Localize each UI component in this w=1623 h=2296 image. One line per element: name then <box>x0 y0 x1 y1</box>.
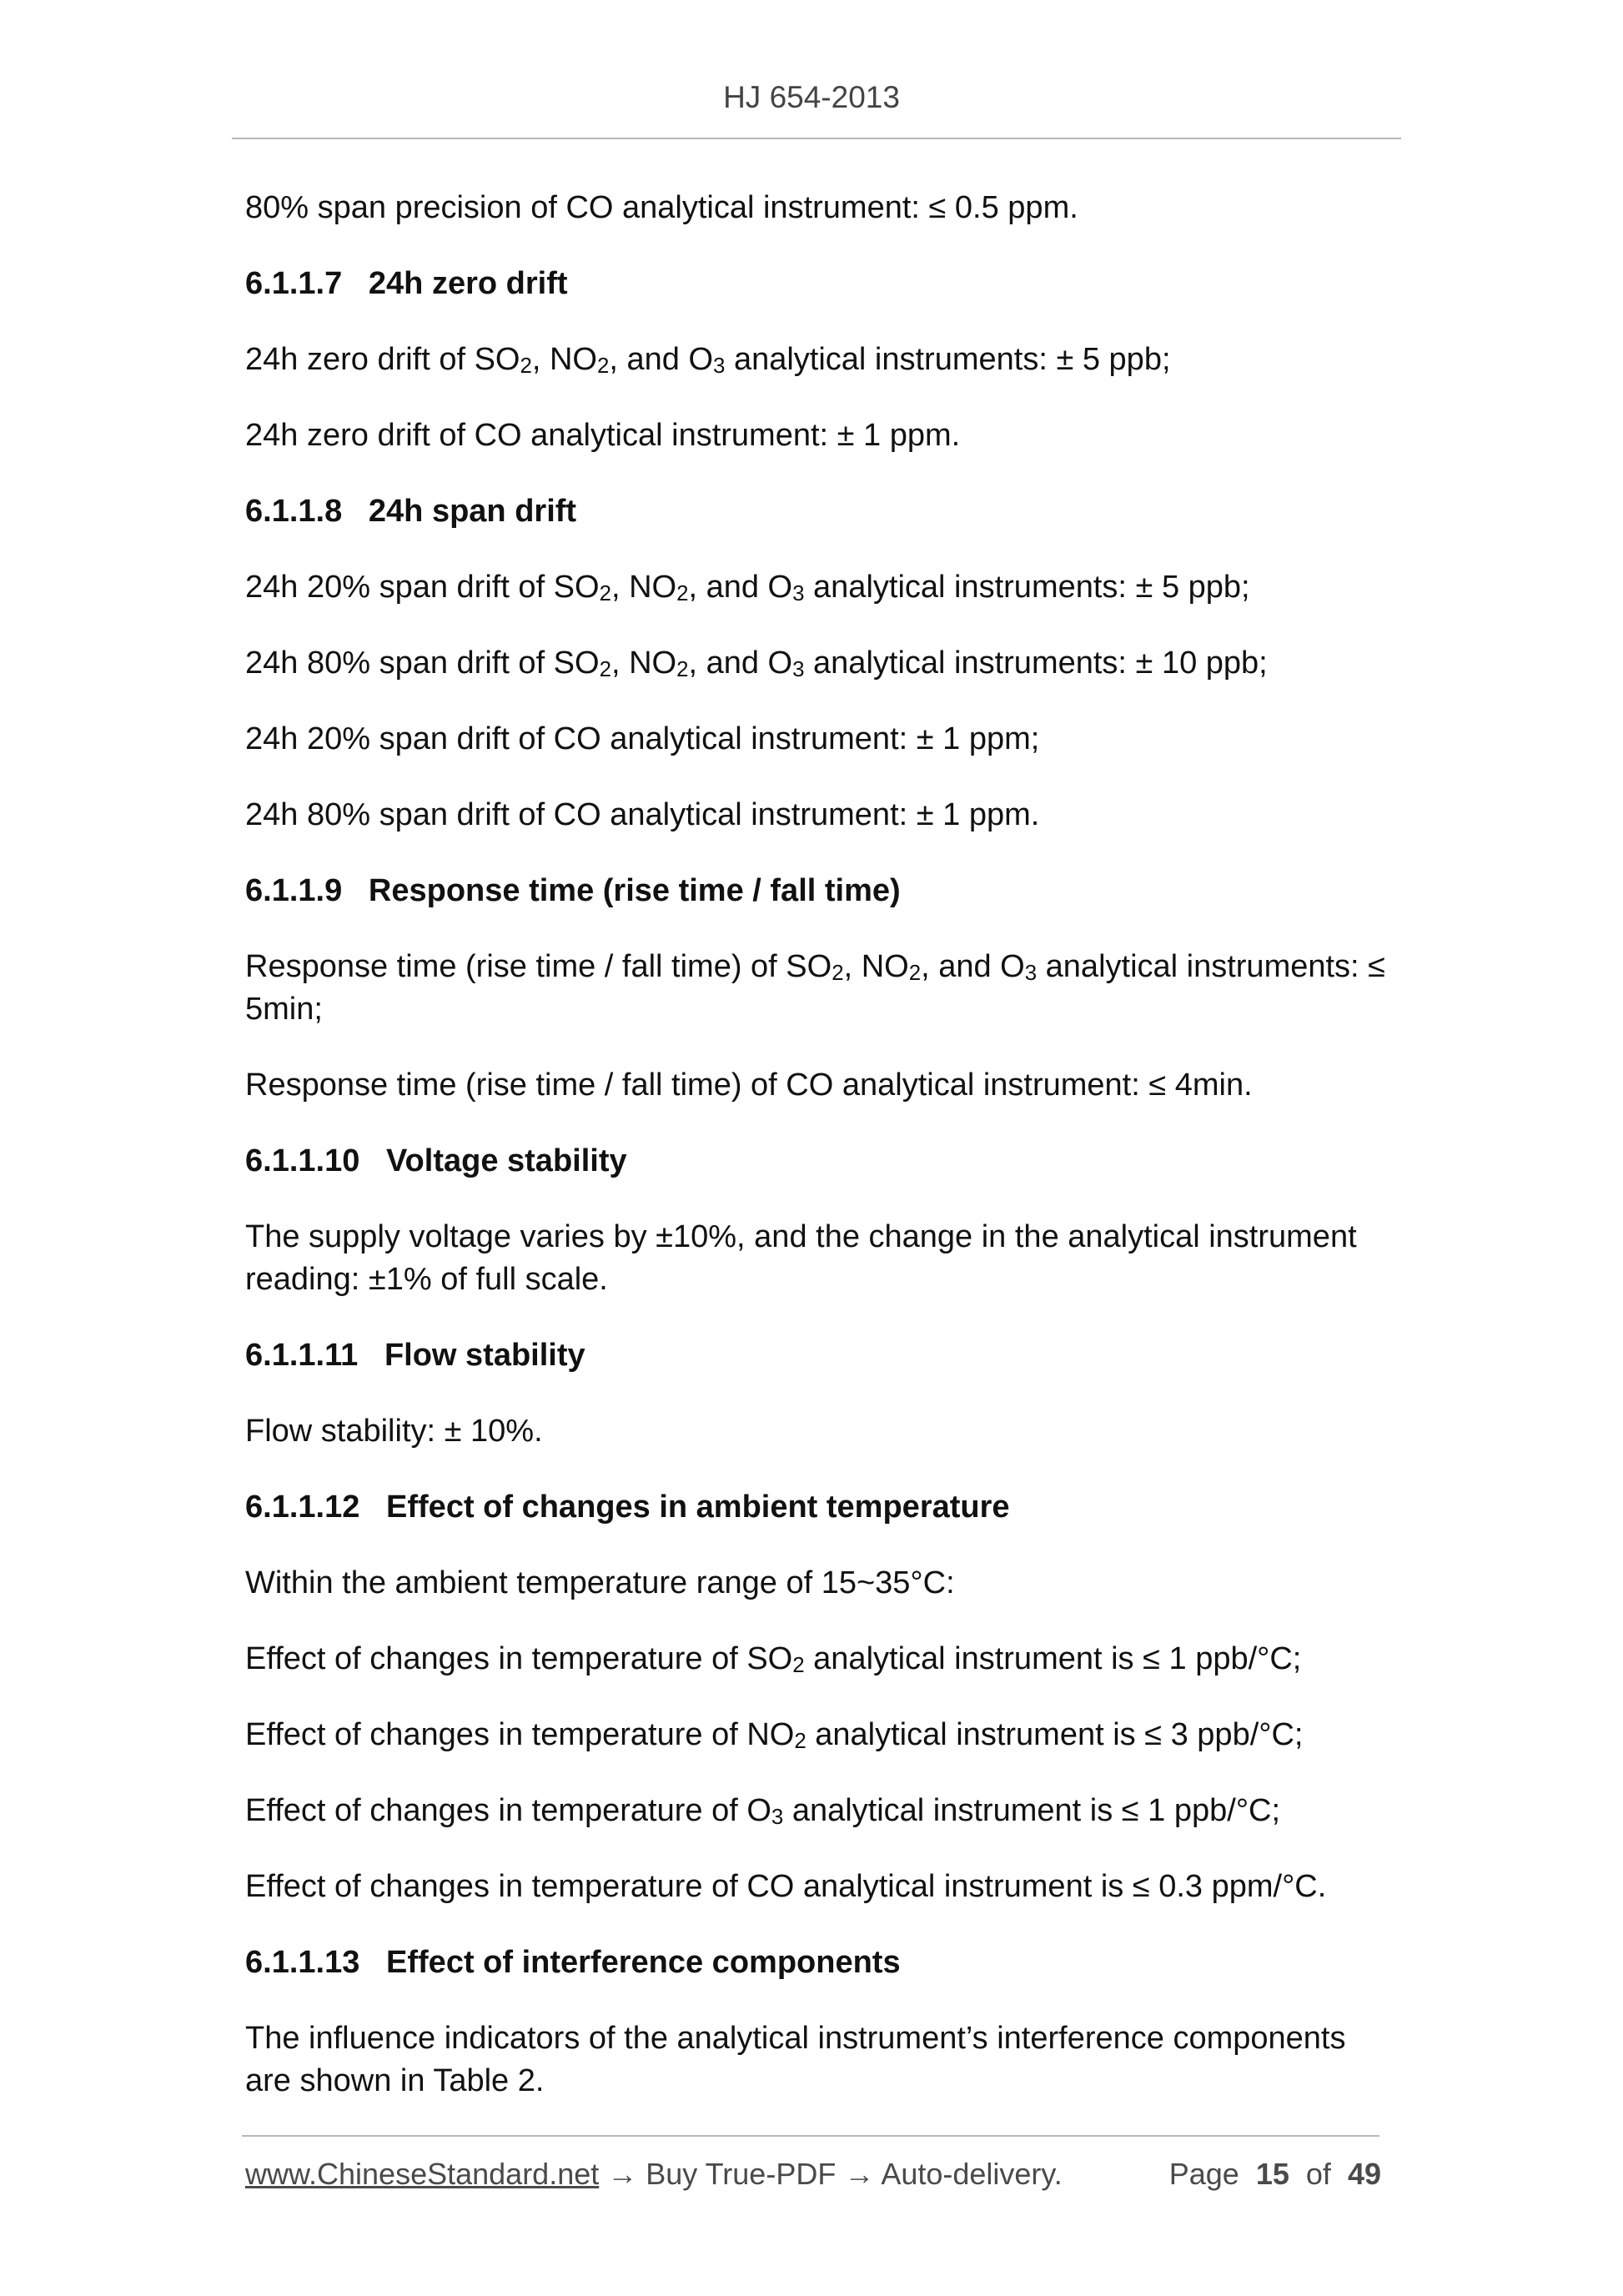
section-number: 6.1.1.9 <box>245 873 343 908</box>
section-title: 24h span drift <box>368 494 577 529</box>
section-title: Effect of changes in ambient temperature <box>386 1490 1010 1525</box>
paragraph: The influence indicators of the analytical instrument’s interference components are shown in Table 2. <box>245 2021 1346 2098</box>
section-heading-6-1-1-8 <box>245 490 1396 533</box>
section-heading-6-1-1-13 <box>245 1942 1396 1984</box>
paragraph: 24h 80% span drift of $SO_2$, $NO_2$, and $O_3$ analytical instruments: ± 10 ppb; <box>245 646 1268 681</box>
section-title: Flow stability <box>384 1338 585 1373</box>
footer-tagline: → Buy True-PDF → Auto-delivery. <box>599 2157 1063 2191</box>
page-current: 15 <box>1255 2157 1289 2191</box>
paragraph: Effect of changes in temperature of $O_3$ analytical instrument is ≤ 1 ppb/°C; <box>245 1793 1281 1829</box>
of-label: of <box>1305 2157 1331 2191</box>
section-number: 6.1.1.12 <box>245 1490 360 1525</box>
section-title: 24h zero drift <box>368 266 568 301</box>
section-number: 6.1.1.10 <box>245 1143 360 1178</box>
section-title: Voltage stability <box>386 1143 627 1178</box>
footer-divider <box>242 2135 1379 2137</box>
section-heading-6-1-1-7 <box>245 263 1396 305</box>
section-heading-6-1-1-11 <box>245 1334 1396 1377</box>
paragraph: Flow stability: ± 10%. <box>245 1414 543 1449</box>
section-heading-6-1-1-10 <box>245 1140 1396 1183</box>
paragraph: Within the ambient temperature range of 15~35°C: <box>245 1565 955 1600</box>
page-indicator <box>1169 2157 1381 2192</box>
paragraph: Effect of changes in temperature of CO analytical instrument is ≤ 0.3 ppm/°C. <box>245 1869 1327 1904</box>
paragraph: Response time (rise time / fall time) of CO analytical instrument: ≤ 4min. <box>245 1068 1253 1103</box>
paragraph: Effect of changes in temperature of $NO_2$ analytical instrument is ≤ 3 ppb/°C; <box>245 1717 1304 1753</box>
page-footer <box>245 2157 1381 2192</box>
page-header: HJ 654-2013 <box>723 80 900 114</box>
document-body <box>245 187 1396 2136</box>
page-total: 49 <box>1347 2157 1381 2191</box>
section-title: Effect of interference components <box>386 1945 901 1980</box>
section-number: 6.1.1.13 <box>245 1945 360 1980</box>
paragraph: The supply voltage varies by ±10%, and the change in the analytical instrument reading: ±1% of full scale. <box>245 1219 1357 1297</box>
paragraph: 24h 80% span drift of CO analytical instrument: ± 1 ppm. <box>245 797 1040 832</box>
section-number: 6.1.1.11 <box>245 1338 359 1373</box>
section-heading-6-1-1-12 <box>245 1486 1396 1529</box>
paragraph: Response time (rise time / fall time) of $SO_2$, $NO_2$, and $O_3$ analytical instruments: ≤ 5min; <box>245 949 1386 1027</box>
section-title: Response time (rise time / fall time) <box>368 873 901 908</box>
paragraph: 24h zero drift of CO analytical instrument: ± 1 ppm. <box>245 418 961 453</box>
paragraph: Effect of changes in temperature of $SO_2$ analytical instrument is ≤ 1 ppb/°C; <box>245 1641 1302 1677</box>
section-number: 6.1.1.7 <box>245 266 343 301</box>
website-link[interactable]: www.ChineseStandard.net <box>245 2157 600 2191</box>
paragraph: 24h 20% span drift of $SO_2$, $NO_2$, and $O_3$ analytical instruments: ± 5 ppb; <box>245 570 1250 605</box>
paragraph: 80% span precision of CO analytical instrument: ≤ 0.5 ppm. <box>245 190 1078 225</box>
section-heading-6-1-1-9 <box>245 870 1396 912</box>
page-label: Page <box>1168 2157 1239 2191</box>
paragraph: 24h zero drift of $SO_2$, $NO_2$, and $O_3$ analytical instruments: ± 5 ppb; <box>245 342 1171 378</box>
header-divider <box>232 138 1401 139</box>
paragraph: 24h 20% span drift of CO analytical instrument: ± 1 ppm; <box>245 721 1040 756</box>
section-number: 6.1.1.8 <box>245 494 343 529</box>
